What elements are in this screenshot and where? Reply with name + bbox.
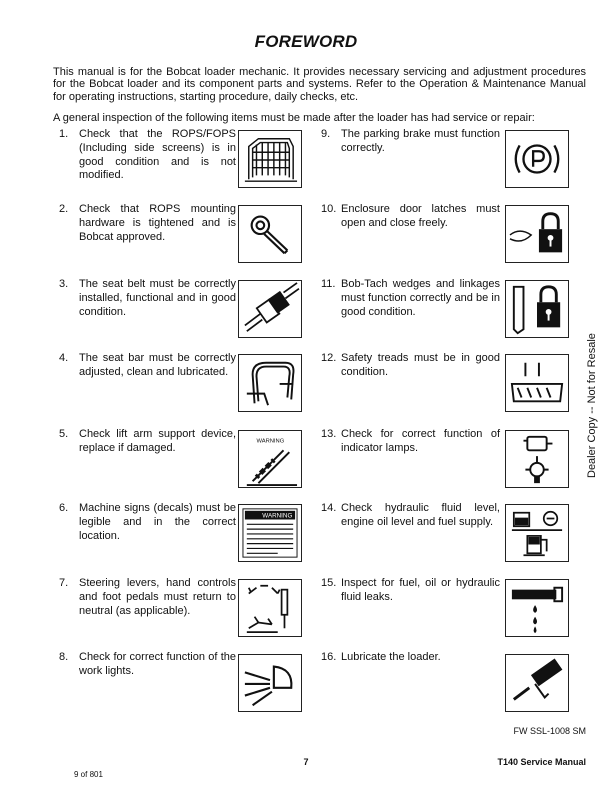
item-number: 10.	[321, 203, 337, 215]
item-text: Enclosure door latches must open and close freely.	[341, 203, 500, 229]
steering-levers-icon	[238, 579, 302, 637]
item-text: Check for correct function of the work lights.	[79, 651, 236, 677]
item-text: Check that ROPS mounting hardware is tightened and is Bobcat approved.	[79, 203, 236, 243]
page-count: 9 of 801	[74, 770, 103, 779]
padlock-icon	[505, 205, 569, 263]
item-text: Check that the ROPS/FOPS (Including side screens) is in good condition and is not modified.	[79, 128, 236, 182]
item-text: The seat bar must be correctly adjusted, clean and lubricated.	[79, 352, 236, 378]
item-text: Steering levers, hand controls and foot pedals must return to neutral (as applicable).	[79, 577, 236, 617]
item-number: 14.	[321, 502, 337, 514]
item-number: 1.	[59, 128, 69, 140]
rops-cab-icon	[238, 130, 302, 188]
item-number: 5.	[59, 428, 69, 440]
item-text: Check lift arm support device, replace if damaged.	[79, 428, 236, 454]
lift-arm-support-icon	[238, 430, 302, 488]
svg-text:WARNING: WARNING	[256, 438, 285, 445]
warning-decal-icon	[238, 504, 302, 562]
manual-title: T140 Service Manual	[497, 757, 586, 767]
item-number: 12.	[321, 352, 337, 364]
bob-tach-icon	[505, 280, 569, 338]
safety-tread-icon	[505, 354, 569, 412]
seat-belt-icon	[238, 280, 302, 338]
work-light-icon	[238, 654, 302, 712]
item-number: 4.	[59, 352, 69, 364]
item-number: 13.	[321, 428, 337, 440]
item-text: Bob-Tach wedges and linkages must function correctly and be in good condition.	[341, 278, 500, 318]
seat-bar-icon	[238, 354, 302, 412]
item-text: The parking brake must function correctly.	[341, 128, 500, 154]
page-number: 7	[303, 757, 309, 767]
item-text: Check for correct function of indicator lamps.	[341, 428, 500, 454]
indicator-lamps-icon	[505, 430, 569, 488]
fluid-leak-icon	[505, 579, 569, 637]
item-number: 9.	[321, 128, 331, 140]
item-number: 6.	[59, 502, 69, 514]
item-text: Machine signs (decals) must be legible and in the correct location.	[79, 502, 236, 542]
item-text: Safety treads must be in good condition.	[341, 352, 500, 378]
fluid-levels-icon	[505, 504, 569, 562]
intro-paragraph: This manual is for the Bobcat loader mechanic. It provides necessary servicing and adjustment procedures for the Bobcat loader and its component parts and systems. Refer to the Operation & Maintenance Manual for operating instructions, starting procedure, daily checks, etc.	[53, 66, 586, 103]
lead-paragraph: A general inspection of the following items must be made after the loader has had service or repair:	[53, 112, 535, 124]
side-watermark-text: Dealer Copy -- Not for Resale	[586, 333, 598, 478]
decal-warning-text: WARNING	[262, 512, 293, 520]
item-number: 16.	[321, 651, 337, 663]
item-text: Lubricate the loader.	[341, 651, 441, 663]
item-number: 7.	[59, 577, 69, 589]
item-number: 3.	[59, 278, 69, 290]
item-number: 15.	[321, 577, 337, 589]
wrench-icon	[238, 205, 302, 263]
item-number: 11.	[321, 278, 336, 290]
item-text: Inspect for fuel, oil or hydraulic fluid leaks.	[341, 577, 500, 603]
item-text: Check hydraulic fluid level, engine oil level and fuel supply.	[341, 502, 500, 528]
parking-brake-icon	[505, 130, 569, 188]
item-text: The seat belt must be correctly installed, functional and in good condition.	[79, 278, 236, 318]
grease-gun-icon	[505, 654, 569, 712]
item-number: 2.	[59, 203, 69, 215]
document-code: FW SSL-1008 SM	[513, 726, 586, 736]
item-number: 8.	[59, 651, 69, 663]
page-title: FOREWORD	[254, 32, 358, 51]
